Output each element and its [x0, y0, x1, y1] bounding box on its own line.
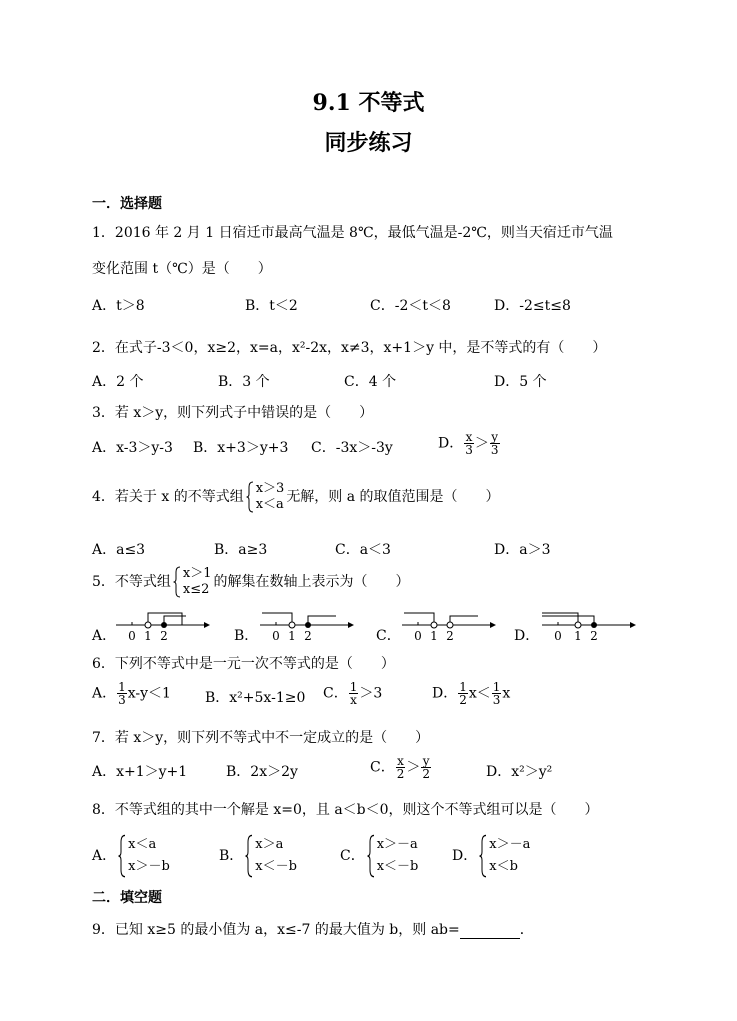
- q8-option-b: [219, 834, 299, 878]
- q8-c-system: [367, 834, 419, 878]
- q6-d-label: D．: [432, 685, 458, 702]
- q5-option-b-number-line: [256, 604, 356, 644]
- q8-d-system: [479, 834, 530, 878]
- q2-option-a: A．2 个: [92, 374, 144, 390]
- q6-option-b: B．x²+5x-1≥0: [205, 690, 306, 706]
- q5-inequality-system: [173, 566, 212, 598]
- q6-d-rest: x: [502, 685, 511, 702]
- q6-a-label: A．: [92, 685, 117, 702]
- q1-option-c: C．-2＜t＜8: [370, 298, 451, 314]
- q4-inequality-system: [246, 481, 285, 513]
- q7-c-fraction-left: [396, 755, 406, 780]
- answer-blank[interactable]: [460, 924, 520, 939]
- question-8-stem: 8．不等式组的其中一个解是 x=0，且 a＜b＜0，则这个不等式组可以是（ ）: [92, 802, 599, 818]
- q7-option-d: D．x²＞y²: [486, 764, 553, 780]
- brace-icon: [479, 834, 487, 878]
- question-4-stem: [92, 481, 500, 513]
- fraction-denominator: x: [350, 693, 357, 707]
- tick-label: 1: [144, 629, 152, 643]
- q9-stem-text: 9．已知 x≥5 的最小值为 a，x≤-7 的最大值为 b，则 ab=: [92, 922, 460, 938]
- q3-option-d: [438, 431, 501, 456]
- q5-option-c: C．: [376, 628, 401, 644]
- q1-option-a: A．t＞8: [92, 298, 145, 314]
- q5-stem-post: 的解集在数轴上表示为（ ）: [213, 574, 410, 590]
- system-row-1: x＞－a: [489, 837, 531, 852]
- q5-option-d-number-line: [538, 604, 638, 644]
- q2-option-c: C．4 个: [344, 374, 397, 390]
- q8-option-d: [452, 834, 532, 878]
- q6-d-fraction-right: [492, 681, 502, 706]
- q3-option-c: C．-3x＞-3y: [311, 440, 393, 456]
- q5-option-c-number-line: [398, 604, 498, 644]
- q3-d-operator: ＞: [474, 435, 489, 452]
- fraction-denominator: 3: [492, 693, 501, 707]
- fraction-numerator: x: [397, 754, 404, 768]
- fraction-numerator: y: [422, 754, 430, 768]
- tick-label: 0: [554, 629, 562, 643]
- brace-icon: [246, 481, 254, 513]
- fraction-numerator: 1: [349, 680, 358, 694]
- tick-label: 2: [304, 629, 312, 643]
- system-row-2: x≤2: [182, 582, 210, 597]
- system-row-1: x＞－a: [376, 837, 418, 852]
- q6-a-rest: x-y＜1: [127, 685, 171, 702]
- q7-c-operator: ＞: [406, 759, 421, 776]
- q4-stem-pre: 4．若关于 x 的不等式组: [92, 489, 244, 505]
- q6-c-label: C．: [323, 685, 348, 702]
- tick-label: 0: [414, 629, 422, 643]
- fraction-denominator: 3: [490, 443, 499, 457]
- q5-option-b: B．: [234, 628, 259, 644]
- q5-stem-pre: 5．不等式组: [92, 574, 171, 590]
- fraction-denominator: 3: [465, 443, 473, 457]
- q3-option-a: A．x-3＞y-3: [92, 440, 173, 456]
- q8-a-system: [118, 834, 170, 878]
- question-5-stem: [92, 566, 410, 598]
- tick-label: 1: [288, 629, 296, 643]
- system-row-2: x＜－b: [255, 859, 297, 874]
- brace-icon: [173, 566, 181, 598]
- q4-option-a: A．a≤3: [92, 542, 146, 558]
- page-title: 9.1 不等式: [312, 90, 425, 116]
- q3-d-fraction-right: [490, 431, 500, 456]
- tick-label: 0: [272, 629, 280, 643]
- q8-option-c: [340, 834, 420, 878]
- q8-a-label: A．: [92, 848, 117, 864]
- q9-stem-end: ．: [519, 922, 534, 938]
- fraction-numerator: 1: [492, 680, 501, 694]
- q8-c-label: C．: [340, 848, 365, 864]
- section-fill-heading: 二．填空题: [92, 890, 162, 906]
- question-2-stem: 2．在式子-3＜0，x≥2，x=a，x²-2x，x≠3，x+1＞y 中，是不等式的有（ ）: [92, 340, 607, 356]
- q6-option-d: [432, 681, 510, 706]
- q4-option-b: B．a≥3: [214, 542, 268, 558]
- q4-option-c: C．a＜3: [335, 542, 391, 558]
- q6-option-a: [92, 681, 171, 706]
- system-row-1: x＞1: [182, 566, 212, 581]
- question-7-stem: 7．若 x＞y，则下列不等式中不一定成立的是（ ）: [92, 730, 430, 746]
- system-row-2: x＜a: [255, 497, 284, 512]
- q2-option-b: B．3 个: [218, 374, 270, 390]
- q8-b-system: [245, 834, 297, 878]
- tick-label: 1: [430, 629, 438, 643]
- system-row-1: x＞a: [255, 837, 284, 852]
- q2-option-d: D．5 个: [494, 374, 547, 390]
- q6-d-fraction-left: [458, 681, 468, 706]
- system-row-1: x＞3: [255, 481, 285, 496]
- q8-b-label: B．: [219, 848, 244, 864]
- q8-d-label: D．: [452, 848, 478, 864]
- brace-icon: [367, 834, 375, 878]
- question-3-stem: 3．若 x＞y，则下列式子中错误的是（ ）: [92, 405, 374, 421]
- q6-option-c: [323, 681, 382, 706]
- page-subtitle: 同步练习: [324, 130, 413, 156]
- q7-c-label: C．: [370, 759, 395, 776]
- section-choice-heading: 一．选择题: [92, 196, 162, 212]
- q3-option-b: B．x+3＞y+3: [193, 440, 289, 456]
- q6-a-fraction: [117, 681, 127, 706]
- q6-d-middle: x＜: [468, 685, 491, 702]
- q7-option-b: B．2x＞2y: [226, 764, 298, 780]
- tick-label: 0: [128, 629, 136, 643]
- tick-label: 1: [574, 629, 582, 643]
- q7-option-a: A．x+1＞y+1: [92, 764, 188, 780]
- q8-option-a: [92, 834, 172, 878]
- question-1-line1: 1．2016 年 2 月 1 日宿迁市最高气温是 8℃，最低气温是-2℃，则当天宿迁市气温: [92, 225, 613, 241]
- fraction-denominator: 3: [118, 693, 126, 707]
- tick-label: 2: [446, 629, 454, 643]
- q7-c-fraction-right: [421, 755, 431, 780]
- fraction-numerator: x: [465, 430, 473, 444]
- system-row-2: x＜b: [489, 859, 518, 874]
- system-row-2: x＞－b: [128, 859, 170, 874]
- tick-label: 2: [160, 629, 168, 643]
- q3-d-fraction-left: [464, 431, 474, 456]
- system-row-1: x＜a: [128, 837, 157, 852]
- q5-option-a-number-line: [112, 604, 212, 644]
- q5-option-a: A．: [92, 628, 117, 644]
- question-1-line2: 变化范围 t（℃）是（ ）: [92, 261, 272, 277]
- q7-option-c: [370, 755, 432, 780]
- q6-c-fraction: [349, 681, 359, 706]
- q3-option-d-label: D．: [438, 435, 464, 452]
- fraction-denominator: 2: [459, 693, 467, 707]
- q4-stem-post: 无解，则 a 的取值范围是（ ）: [286, 489, 500, 505]
- brace-icon: [245, 834, 253, 878]
- tick-label: 2: [590, 629, 598, 643]
- system-row-2: x＜－b: [376, 859, 419, 874]
- q1-option-d: D．-2≤t≤8: [494, 298, 571, 314]
- fraction-numerator: 1: [118, 680, 126, 694]
- fraction-numerator: y: [491, 430, 499, 444]
- q1-option-b: B．t＜2: [245, 298, 298, 314]
- question-9-stem: [92, 921, 534, 939]
- q4-option-d: D．a＞3: [494, 542, 551, 558]
- q5-option-d: D．: [514, 628, 540, 644]
- q6-c-rest: ＞3: [359, 685, 383, 702]
- fraction-denominator: 2: [396, 767, 405, 781]
- brace-icon: [118, 834, 126, 878]
- fraction-denominator: 2: [422, 767, 430, 781]
- fraction-numerator: 1: [459, 680, 467, 694]
- question-6-stem: 6．下列不等式中是一元一次不等式的是（ ）: [92, 656, 395, 672]
